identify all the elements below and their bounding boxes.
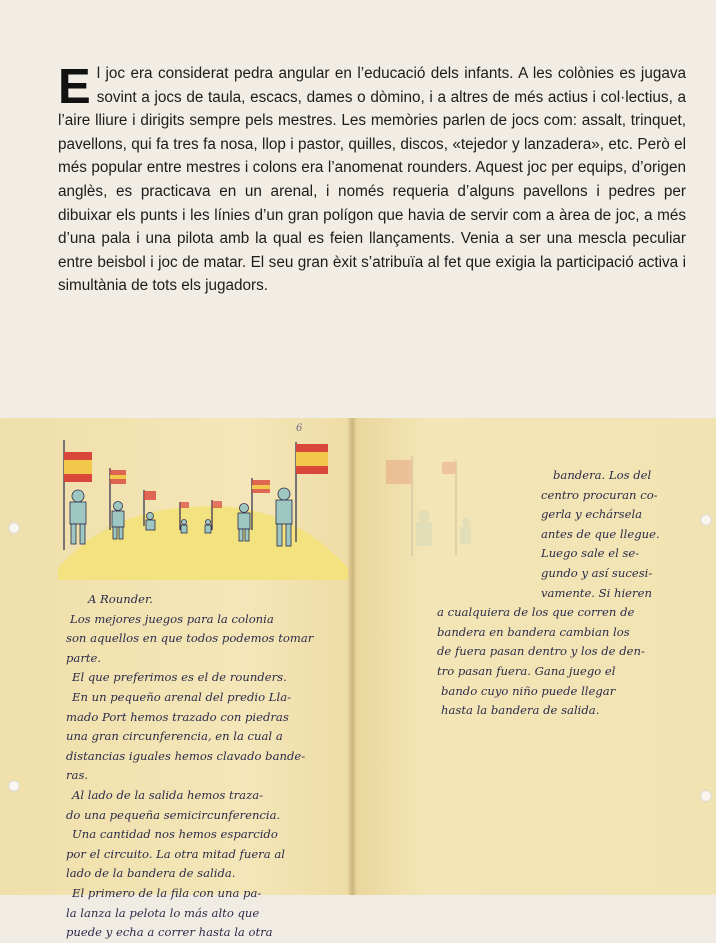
manuscript-line: Al lado de la salida hemos traza-: [72, 787, 264, 802]
rounders-illustration: [58, 430, 348, 580]
manuscript-right-text: [437, 466, 665, 721]
manuscript-line: vamente. Si hieren: [541, 585, 652, 600]
manuscript-line: hasta la bandera de salida.: [441, 703, 600, 718]
manuscript-line: una gran circunferencia, en la cual a: [66, 729, 283, 744]
binder-hole: [8, 780, 20, 792]
manuscript-line: El primero de la fila con una pa-: [72, 885, 262, 900]
manuscript-line: centro procuran co-: [541, 487, 658, 502]
manuscript-line: tro pasan fuera. Gana juego el: [437, 663, 616, 678]
manuscript-line: parte.: [66, 650, 102, 665]
manuscript-line: bando cuyo niño puede llegar: [441, 683, 616, 698]
manuscript-line: la lanza la pelota lo más alto que: [66, 905, 260, 920]
manuscript-line: mado Port hemos trazado con piedras: [66, 709, 289, 724]
manuscript-line: do una pequeña semicircunferencia.: [66, 807, 281, 822]
manuscript-line: por el circuito. La otra mitad fuera al: [66, 846, 285, 861]
manuscript-line: Una cantidad nos hemos esparcido: [72, 827, 278, 842]
article-section: [0, 0, 716, 418]
manuscript-line: Los mejores juegos para la colonia: [70, 611, 274, 626]
drop-cap: E: [58, 60, 91, 114]
manuscript-line: bandera. Los del: [553, 468, 652, 482]
manuscript-line: son aquellos en que todos podemos tomar: [66, 631, 314, 646]
manuscript-line: bandera en bandera cambian los: [437, 624, 630, 639]
manuscript-line: El que preferimos es el de rounders.: [72, 670, 287, 685]
article-paragraph: l joc era considerat pedra angular en l’educació dels infants. A les colònies es jugava sovint a jocs de taula, escacs, dames o dòmino, i a altres de més actius i col·lectius, a l’aire lliure i dirigits sempre pels mestres. Les memòries parlen de jocs com: assalt, trinquet, pavellons, qui fa tres fa nosa, llop i pastor, quilles, discos, «tejedor y lanzadera», etc. Però el més popular entre mestres i colons era l’anomenat rounders. Aquest joc per equips, d’origen anglès, es practicava en un arenal, i només requeria d’alguns pavellons i pedres per dibuixar els punts i les línies d’un gran polígon que havia de servir com a àrea de joc, a més d’una pala i una pilota amb la qual es feien llançaments. Venia a ser una mescla peculiar entre beisbol i joc de matar. El seu gran èxit s’atribuïa al fet que exigia la participació activa i simultània de tots els jugadors.: [58, 65, 686, 295]
manuscript-left-text: [66, 590, 328, 943]
manuscript-line: antes de que llegue.: [541, 526, 660, 541]
binder-hole: [700, 790, 712, 802]
manuscript-line: En un pequeño arenal del predio Lla-: [72, 689, 292, 704]
manuscript-line: puede y echa a correr hasta la otra: [66, 925, 273, 940]
manuscript-line: Luego sale el se-: [541, 546, 640, 561]
manuscript-line: gerla y echársela: [541, 507, 643, 522]
manuscript-line: de fuera pasan dentro y los de den-: [437, 644, 645, 659]
manuscript-line: ras.: [66, 768, 89, 783]
manuscript-line: distancias iguales hemos clavado bande-: [66, 748, 306, 763]
manuscript-line: lado de la bandera de salida.: [66, 866, 236, 881]
manuscript-line: a cualquiera de los que corren de: [437, 605, 635, 620]
article-text: [58, 62, 686, 298]
manuscript-title: A Rounder.: [88, 592, 153, 606]
page-fold: [348, 418, 356, 895]
binder-hole: [8, 522, 20, 534]
manuscript-line: gundo y así sucesi-: [541, 565, 653, 580]
manuscript-scan: [0, 418, 716, 940]
binder-hole: [700, 514, 712, 526]
page-number: 6: [296, 423, 303, 434]
